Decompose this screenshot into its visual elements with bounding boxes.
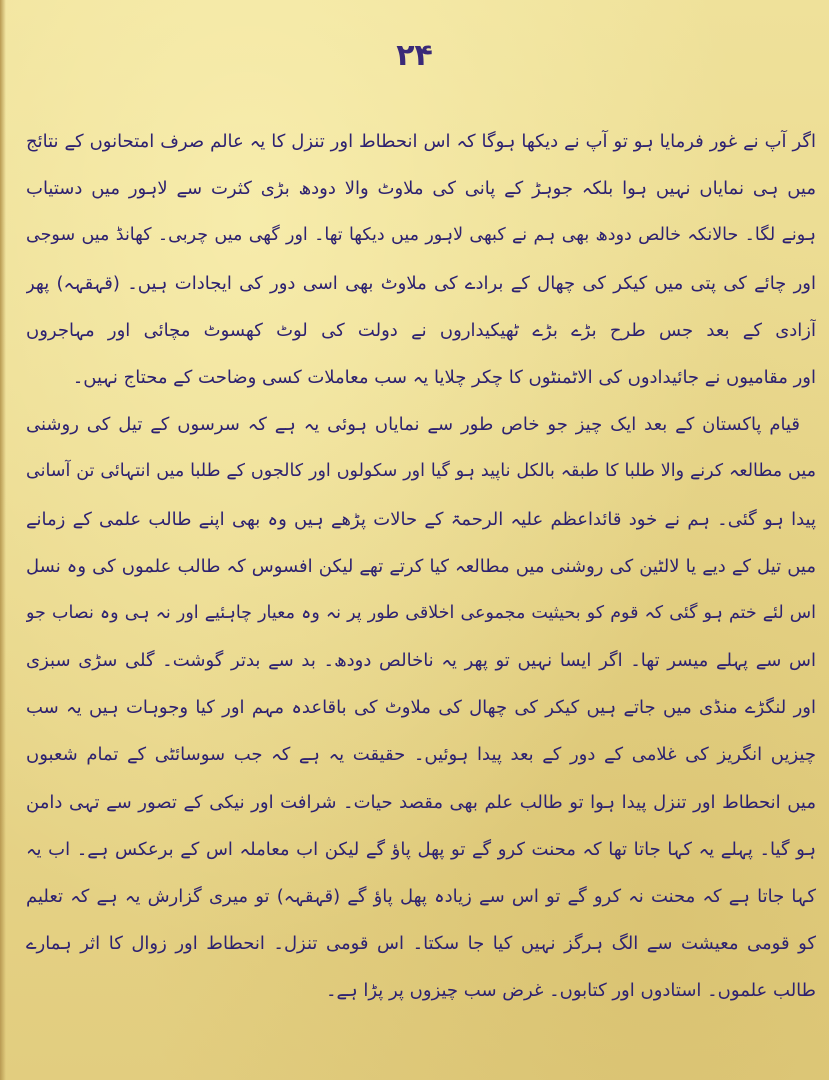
text-line: اگر آپ نے غور فرمایا ہو تو آپ نے دیکھا ہوگا کہ اس انحطاط اور تنزل کا یہ عالم صرف امتحانوں کے نتائج: [26, 131, 816, 152]
text-line: پیدا ہو گئی۔ ہم نے خود قائداعظم علیہ الرحمۃ کے حالات پڑھے ہیں وہ بھی اپنے طالب علمی کے زمانے: [26, 508, 816, 530]
text-line: اس لئے ختم ہو گئی کہ قوم کو بحیثیت مجموعی اخلاقی طور پر نہ وہ معیار چاہئیے اور نہ ہی وہ نصاب جو: [26, 602, 816, 623]
text-line: طالب علموں۔ استادوں اور کتابوں۔ غرض سب چیزوں پر پڑا ہے۔: [325, 980, 816, 1002]
text-line: ہو گیا۔ پہلے یہ کہا جاتا تھا کہ محنت کرو گے تو پھل پاؤ گے لیکن اب معاملہ اس کے برعکس ہے۔ اب یہ: [26, 838, 816, 860]
page-edge-shadow: [0, 0, 6, 1080]
page-number: ۲۴: [396, 38, 433, 73]
text-line: ہونے لگا۔ حالانکہ خالص دودھ بھی ہم نے کبھی لاہور میں دیکھا تھا۔ اور گھی میں چربی۔ کھانڈ میں سوجی: [26, 225, 816, 246]
text-line: کو قومی معیشت سے الگ ہرگز نہیں کیا جا سکتا۔ اس قومی تنزل۔ انحطاط اور زوال کا اثر ہمارے: [26, 933, 816, 955]
text-line: آزادی کے بعد جس طرح بڑے بڑے ٹھیکیداروں نے دولت کی لوٹ کھسوٹ مچائی اور مہاجروں: [26, 319, 816, 341]
text-line: میں انحطاط اور تنزل پیدا ہوا تو طالب علم بھی مقصد حیات۔ شرافت اور نیکی کے تصور سے تہی دامن: [26, 791, 816, 813]
text-line: اور لنگڑے منڈی میں جاتے ہیں کیکر کی چھال کی ملاوٹ کی باقاعدہ مہم اور کیا وجوہات ہیں یہ سب: [26, 697, 816, 719]
text-line: اس سے پہلے میسر تھا۔ اگر ایسا نہیں تو پھر یہ ناخالص دودھ۔ بد سے بدتر گوشت۔ گلی سڑی سبزی: [26, 650, 816, 672]
text-line: اور چائے کی پتی میں کیکر کی چھال کے برادے کی ملاوٹ بھی اسی دور کی ایجادات ہیں۔ (قہقہہ) پھر: [26, 272, 816, 294]
text-line: میں ہی نمایاں نہیں ہوا بلکہ جوہڑ کے پانی کی ملاوٹ والا دودھ بڑی کثرت سے لاہور میں دستیاب: [26, 178, 816, 200]
text-line: میں تیل کے دیے یا لالٹین کی روشنی میں مطالعہ کیا کرتے تھے لیکن افسوس کہ طالب علموں کی وہ نسل: [26, 555, 816, 577]
text-line: چیزیں انگریز کی غلامی کے دور کے بعد پیدا ہوئیں۔ حقیقت یہ ہے کہ جب سوسائٹی کے تمام شعبوں: [26, 744, 816, 766]
paragraph-start-line: قیام پاکستان کے بعد ایک چیز جو خاص طور سے نمایاں ہوئی یہ ہے کہ سرسوں کے تیل کی روشنی: [26, 414, 800, 436]
text-line: اور مقامیوں نے جائیدادوں کی الاٹمنٹوں کا چکر چلایا یہ سب معاملات کسی وضاحت کے محتاج نہیں۔: [72, 366, 816, 388]
text-line: کہا جاتا ہے کہ محنت نہ کرو گے تو اس سے زیادہ پھل پاؤ گے (قہقہہ) تو میری گزارش یہ ہے کہ تعلیم: [26, 886, 816, 907]
body-text: [26, 118, 816, 1015]
text-line: میں مطالعہ کرنے والا طلبا کا طبقہ بالکل ناپید ہو گیا اور سکولوں اور کالجوں کے طلبا میں انتہائی تن آسانی: [26, 461, 816, 482]
